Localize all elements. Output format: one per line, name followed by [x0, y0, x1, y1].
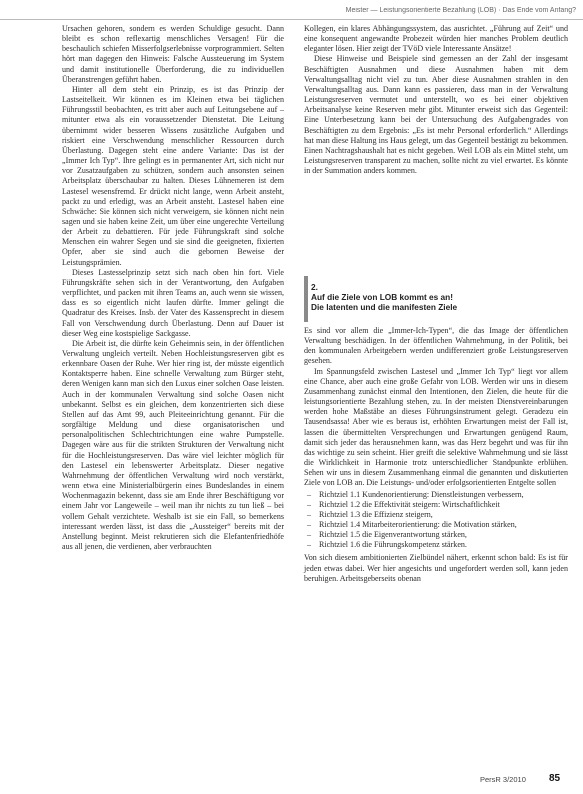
right-column [304, 24, 568, 584]
section-heading [304, 276, 568, 324]
issue-label: PersR 3/2010 [480, 775, 526, 784]
paragraph: Hinter all dem steht ein Prinzip, es ist das Prinzip der Lastseitelkeit. Wir können es im Kleinen etwa bei täglichen Führungsstil beobachten, es tritt aber auch auf Leitungsebene auf – mitunter etwa als ein voraussetzender Dienstetat. Die Leitung übernimmt wider besseren Wissens zusätzliche Aufgaben und riskiert eine Verschwendung menschlicher Ressourcen durch Überlastung. Dagegen steht eine andere Variante: Das ist der „Immer Ich Typ“. Ihre gelingt es in permanenter Art, sich nicht nur vor Zusatzaufgaben zu schützen, sondern auch ansonsten seinen Arbeitsplatz überschaubar zu halten. Dieses Lühnemeren ist dem Lastesel wesensfremd. Er drückt nicht lange, wenn Arbeit ansteht, packt zu und erledigt, was an Arbeit ansteht. Lastesel haben eine Schwäche: Sie können sich nicht verweigern, sie können nicht nein sagen und sie haben keine Zeit, um über eine ungerechte Verteilung der Arbeit zu debattieren. Für jede Führungskraft sind solche Menschen ein wahrer Segen und sie sind die geeigneten, fixierten Opfer, aber sie sind auch die gebornen Beweise der Leistungsprämien. [62, 84, 284, 267]
header-divider [0, 19, 583, 20]
paragraph: Dieses Lastesselprinzip setzt sich nach oben hin fort. Viele Führungskräfte sehen sich in der Verantwortung, den Aufgaben verpflichtet, und packen mit ihren Teams an, auch wenn sie wissen, dass es so eigentlich nicht laufen dürfte. Immer gelingt die Quadratur des Kreises. Insb. der Vater des Kassensprecht in diesem Fall von Verschwendung durch Überlastung. Denn auf Dauer ist dieser Weg eine kostspielige Sackgasse. [62, 267, 284, 338]
right-column-lower-text [304, 326, 568, 584]
paragraph: Von sich diesem ambitionierten Zielbündel nähert, erkennt schon bald: Es ist für jeden etwas dabei. Wer hier angesichts und ungefordert werden soll, kann jeden beruhigen. Arbeitsgeberseits obenan [304, 553, 568, 583]
paragraph: Es sind vor allem die „Immer-Ich-Typen“, die das Image der öffentlichen Verwaltung beschädigen. In der öffentlichen Wahrnehmung, in der Politik, bei den kommunalen Arbeitgebern werden undifferenziert große Leistungsreserven gesehen. [304, 326, 568, 366]
section-subtitle: Die latenten und die manifesten Ziele [311, 302, 458, 313]
dash-bullet: – [307, 519, 312, 529]
dash-bullet: – [307, 489, 312, 499]
right-column-upper-text [304, 24, 568, 270]
dash-bullet: – [307, 530, 312, 540]
dash-bullet: – [307, 540, 312, 550]
list-item: – Richtziel 1.1 Kundenorientierung: Dienstleistungen verbessern, [307, 489, 524, 499]
running-header [0, 6, 583, 20]
section-number: 2. [311, 282, 318, 292]
dash-bullet: – [307, 509, 312, 519]
paragraph: Diese Hinweise und Beispiele sind gemessen an der Zahl der insgesamt Beschäftigten Ausnahmen und diese Ausnahmen haben mit dem Verwaltungsalltag nicht viel zu tun. Aber diese Ausnahmen strahlen in den Verwaltungsalltag aus. Dann kann es passieren, dass man in der Verwaltung Leistungsreserven vermutet und unterstellt, wo es bei einer objektiven Arbeitsanalyse keine Reserven mehr gibt. Mitunter erweist sich das Gegenteil: Eine Unterbesetzung kann bei der Untersuchung des Aufgabengrades von Beschäftigten zu dem Ergebnis: „Es ist mehr Personal erforderlich.“ Allerdings hat man diese Haltung ins Haus gelegt, um das Gegenteil bestätigt zu bekommen. Einen Nachtragshaushalt hat es nicht gegeben. Weil LOB als ein Mittel steht, um Leistungsreserven transparent zu machen, sollte nicht zu viel erwartet. Es könnte in der Summation anders kommen. [304, 54, 568, 176]
list-item: – Richtziel 1.6 die Führungskompetenz stärken. [307, 540, 467, 550]
dash-bullet: – [307, 499, 312, 509]
list-item: – Richtziel 1.4 Mitarbeiterorientierung: die Motivation stärken, [307, 519, 517, 529]
running-title: Meister — Leistungsorientierte Bezahlung (LOB) · Das Ende vom Anfang? [345, 7, 576, 14]
paragraph: Die Arbeit ist, die dürfte kein Geheimnis sein, in der öffentlichen Verwaltung ungleich verteilt. Neben Hochleistungsreserven gibt es erkennbare Oasen der Ruhe. Wer hier ring ist, der müsste eigentlich Kontaktsperre haben. Eine schnelle Verwaltung zum Bürger steht, deren Wenigen kann man sich den Luxus einer solchen Oase leisten. Auch in der kommunalen Verwaltung sind solche Oasen nicht unbekannt. Selbst es ein gleichen, dem konzentrierten sich diese Stellen auf das Amt 99, auch Pleiteeinrichtung genannt. Für die sorgfältige Meldung und diese organisatorischen und personalpolitischen Schlechtrichtungen eine wahre Pumpstelle. Dagegen wäre aus für die strikten Strukturen der Verwaltung nicht für die Hochleistungsreserven. Das wäre viel leichter möglich für den Lastesel ein lebenswerter Arbeitsplatz. Dieser negative Wahrnehmung der öffentlichen Verwaltung wird noch verstärkt, wenn etwa eine Ministerialbürgerin eines Bundeslandes in einem Wochenmagazin bekennt, dass sie am Ende ihrer Beschäftigung vor einem Jahr vor Langeweile – weil man ihr nichts zu tun ließ – bei vollem Gehalt verzichtete. Weshalb ist sie ein Fall, so bemerkens interessant werden lässt, ist dass die „Aussteiger“ bereits mit der Anstellung beginnt. Meist rekrutieren sich die Elefantenfriedhöfe aus all jenen, die verdienen, aber verbrauchten [62, 338, 284, 551]
list-item: – Richtziel 1.3 die Effizienz steigern, [307, 509, 433, 519]
left-column [62, 24, 284, 552]
section-marker-bar [304, 276, 308, 322]
goal-list [304, 490, 568, 551]
list-item: – Richtziel 1.5 die Eigenverantwortung stärken, [307, 530, 467, 540]
page-number: 85 [549, 773, 561, 784]
paragraph: Im Spannungsfeld zwischen Lastesel und „Immer Ich Typ“ liegt vor allem eine Chance, aber auch eine große Gefahr von LOB. Werden wir uns in diesem Zusammenhang zunächst einmal den Intentionen, den Zielen, die heute für die leistungsorientierte Bezahlung stehen, zu. In der meisten Dienstvereinbarungen werden hohe Maßstäbe an dieses Führungsinstrument gelegt. Geradezu ein Tausendsassa! Aber wie es beraus ist, erhöhten Erwartungen meist der Fall ist, lassen die übermittelten Versprechungen und Erwartungen genügend Raum, damit sich jeder das herausnehmen kann, was das Herz begehrt und was für ihn das wichtige zu sein scheint. Hier greift die selektive Wahrnehmung und sie lässt die Wirklichkeit in Harmonie trotz unterschiedlicher Standpunkte erblühen. Sehen wir uns in diesem Zusammenhang einmal die genannten und diskutierten Ziele von LOB an. Die Leistungs- und/oder erfolgsorientierten Entgelte sollen [304, 366, 568, 488]
list-item: – Richtziel 1.2 die Effektivität steigern: Wirtschaftlichkeit [307, 499, 500, 509]
paragraph: Ursachen gehoren, sondern es werden Schuldige gesucht. Dann bleibt es schon reflexartig menschliches Versagen! Für die beschaulich schiefen Misserfolgserlebnisse vorprogrammiert. Selten hört man dagegen den Hinweis: Falsche Aussteuerung im System und damit institutionelle Überforderung, die zu individuellen Überanstrengen geführt haben. [62, 24, 284, 84]
page-footer [0, 774, 583, 788]
paragraph: Kollegen, ein klares Abhängungssystem, das ausrichtet. „Führung auf Zeit“ und eine konsequent angewandte Probezeit würden hier manches Problem deutlich eleganter lösen. Hier zeigt der TVöD viele Interessante Ansätze! [304, 24, 568, 54]
section-title: Auf die Ziele von LOB kommt es an! [311, 292, 453, 303]
